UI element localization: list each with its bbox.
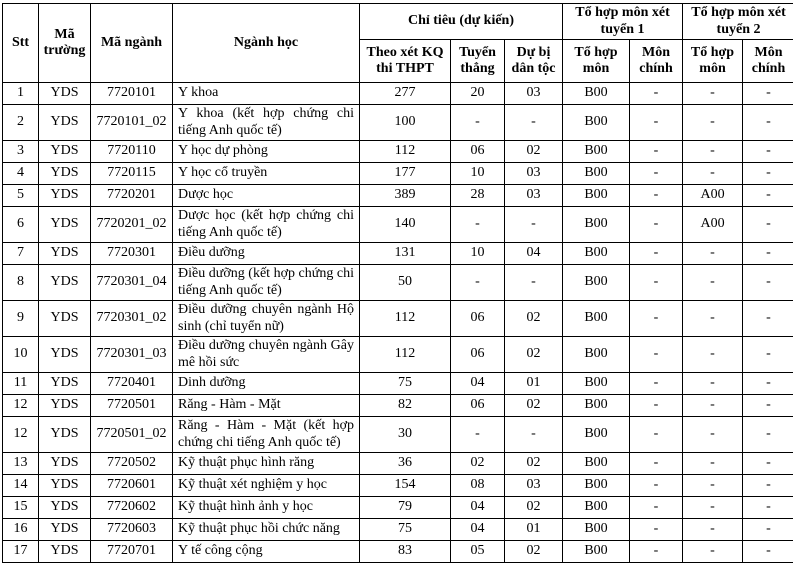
cell-to-hop-mon-2: -	[683, 301, 743, 337]
cell-stt: 12	[3, 417, 39, 453]
cell-to-hop-mon-1: B00	[563, 243, 630, 265]
cell-du-bi-dan-toc: 02	[505, 541, 563, 563]
cell-mon-chinh-1: -	[630, 497, 683, 519]
cell-ma-nganh: 7720101_02	[91, 105, 173, 141]
cell-du-bi-dan-toc: 03	[505, 185, 563, 207]
cell-ma-truong: YDS	[39, 243, 91, 265]
cell-to-hop-mon-1: B00	[563, 163, 630, 185]
table-row	[3, 337, 793, 373]
cell-theo-xet-kq: 100	[360, 105, 451, 141]
cell-du-bi-dan-toc: 02	[505, 497, 563, 519]
cell-mon-chinh-2: -	[743, 185, 793, 207]
cell-mon-chinh-2: -	[743, 519, 793, 541]
cell-tuyen-thang: -	[451, 417, 505, 453]
cell-stt: 17	[3, 541, 39, 563]
cell-stt: 15	[3, 497, 39, 519]
cell-to-hop-mon-1: B00	[563, 475, 630, 497]
cell-mon-chinh-1: -	[630, 141, 683, 163]
cell-theo-xet-kq: 75	[360, 519, 451, 541]
cell-ma-nganh: 7720701	[91, 541, 173, 563]
cell-mon-chinh-1: -	[630, 207, 683, 243]
cell-theo-xet-kq: 50	[360, 265, 451, 301]
cell-du-bi-dan-toc: -	[505, 207, 563, 243]
cell-tuyen-thang: -	[451, 105, 505, 141]
table-row	[3, 301, 793, 337]
cell-mon-chinh-2: -	[743, 105, 793, 141]
cell-tuyen-thang: 06	[451, 337, 505, 373]
cell-ma-nganh: 7720501	[91, 395, 173, 417]
cell-du-bi-dan-toc: 03	[505, 83, 563, 105]
cell-nganh-hoc: Kỹ thuật xét nghiệm y học	[173, 475, 360, 497]
cell-to-hop-mon-2: -	[683, 541, 743, 563]
cell-to-hop-mon-2: -	[683, 395, 743, 417]
cell-ma-nganh: 7720110	[91, 141, 173, 163]
cell-nganh-hoc: Kỹ thuật phục hồi chức năng	[173, 519, 360, 541]
cell-ma-truong: YDS	[39, 541, 91, 563]
cell-theo-xet-kq: 82	[360, 395, 451, 417]
table-row	[3, 185, 793, 207]
cell-mon-chinh-2: -	[743, 453, 793, 475]
table-row	[3, 141, 793, 163]
cell-stt: 6	[3, 207, 39, 243]
cell-ma-nganh: 7720502	[91, 453, 173, 475]
cell-ma-truong: YDS	[39, 519, 91, 541]
cell-to-hop-mon-1: B00	[563, 105, 630, 141]
cell-nganh-hoc: Y tế công cộng	[173, 541, 360, 563]
cell-nganh-hoc: Dược học	[173, 185, 360, 207]
cell-mon-chinh-2: -	[743, 265, 793, 301]
cell-mon-chinh-1: -	[630, 373, 683, 395]
cell-nganh-hoc: Răng - Hàm - Mặt	[173, 395, 360, 417]
cell-to-hop-mon-2: -	[683, 519, 743, 541]
cell-theo-xet-kq: 83	[360, 541, 451, 563]
cell-mon-chinh-2: -	[743, 337, 793, 373]
cell-to-hop-mon-1: B00	[563, 83, 630, 105]
cell-ma-truong: YDS	[39, 453, 91, 475]
cell-stt: 12	[3, 395, 39, 417]
cell-stt: 4	[3, 163, 39, 185]
cell-nganh-hoc: Y khoa	[173, 83, 360, 105]
cell-mon-chinh-2: -	[743, 207, 793, 243]
cell-mon-chinh-2: -	[743, 541, 793, 563]
cell-mon-chinh-2: -	[743, 417, 793, 453]
cell-ma-truong: YDS	[39, 337, 91, 373]
cell-to-hop-mon-1: B00	[563, 301, 630, 337]
cell-du-bi-dan-toc: 03	[505, 475, 563, 497]
header-du-bi-dan-toc: Dự bị dân tộc	[505, 40, 563, 83]
cell-ma-truong: YDS	[39, 301, 91, 337]
table-body	[3, 83, 793, 563]
cell-nganh-hoc: Điều dưỡng (kết hợp chứng chi tiếng Anh quốc tế)	[173, 265, 360, 301]
header-stt: Stt	[3, 4, 39, 83]
cell-mon-chinh-2: -	[743, 373, 793, 395]
cell-stt: 13	[3, 453, 39, 475]
cell-to-hop-mon-2: -	[683, 105, 743, 141]
cell-du-bi-dan-toc: -	[505, 417, 563, 453]
cell-to-hop-mon-2: -	[683, 265, 743, 301]
cell-ma-truong: YDS	[39, 141, 91, 163]
header-chi-tieu-group: Chỉ tiêu (dự kiến)	[360, 4, 563, 40]
cell-theo-xet-kq: 389	[360, 185, 451, 207]
cell-mon-chinh-1: -	[630, 185, 683, 207]
cell-to-hop-mon-2: -	[683, 163, 743, 185]
cell-theo-xet-kq: 177	[360, 163, 451, 185]
cell-to-hop-mon-1: B00	[563, 519, 630, 541]
cell-to-hop-mon-1: B00	[563, 141, 630, 163]
cell-to-hop-mon-2: A00	[683, 207, 743, 243]
cell-to-hop-mon-1: B00	[563, 185, 630, 207]
cell-mon-chinh-1: -	[630, 395, 683, 417]
cell-theo-xet-kq: 131	[360, 243, 451, 265]
cell-nganh-hoc: Dược học (kết hợp chứng chi tiếng Anh quốc tế)	[173, 207, 360, 243]
table-row	[3, 541, 793, 563]
table-row	[3, 83, 793, 105]
table-row	[3, 453, 793, 475]
cell-du-bi-dan-toc: 01	[505, 373, 563, 395]
cell-tuyen-thang: -	[451, 207, 505, 243]
cell-ma-truong: YDS	[39, 265, 91, 301]
cell-ma-truong: YDS	[39, 163, 91, 185]
header-theo-xet-kq: Theo xét KQ thi THPT	[360, 40, 451, 83]
cell-ma-nganh: 7720301_04	[91, 265, 173, 301]
cell-nganh-hoc: Kỹ thuật hình ảnh y học	[173, 497, 360, 519]
table-row	[3, 265, 793, 301]
cell-theo-xet-kq: 112	[360, 141, 451, 163]
cell-mon-chinh-1: -	[630, 163, 683, 185]
cell-du-bi-dan-toc: -	[505, 265, 563, 301]
cell-mon-chinh-2: -	[743, 83, 793, 105]
table-row	[3, 105, 793, 141]
cell-theo-xet-kq: 75	[360, 373, 451, 395]
cell-stt: 14	[3, 475, 39, 497]
cell-stt: 7	[3, 243, 39, 265]
cell-du-bi-dan-toc: -	[505, 105, 563, 141]
table-row	[3, 395, 793, 417]
table-row	[3, 207, 793, 243]
cell-du-bi-dan-toc: 03	[505, 163, 563, 185]
cell-tuyen-thang: 08	[451, 475, 505, 497]
cell-du-bi-dan-toc: 02	[505, 141, 563, 163]
cell-to-hop-mon-2: -	[683, 141, 743, 163]
cell-nganh-hoc: Y học dự phòng	[173, 141, 360, 163]
cell-ma-truong: YDS	[39, 207, 91, 243]
cell-tuyen-thang: 05	[451, 541, 505, 563]
cell-tuyen-thang: 28	[451, 185, 505, 207]
cell-ma-truong: YDS	[39, 497, 91, 519]
cell-stt: 16	[3, 519, 39, 541]
cell-mon-chinh-2: -	[743, 243, 793, 265]
cell-ma-nganh: 7720115	[91, 163, 173, 185]
cell-theo-xet-kq: 112	[360, 337, 451, 373]
cell-to-hop-mon-1: B00	[563, 207, 630, 243]
cell-nganh-hoc: Điều dưỡng chuyên ngành Gây mê hồi sức	[173, 337, 360, 373]
cell-stt: 5	[3, 185, 39, 207]
cell-tuyen-thang: 04	[451, 519, 505, 541]
cell-du-bi-dan-toc: 02	[505, 301, 563, 337]
cell-to-hop-mon-1: B00	[563, 395, 630, 417]
header-to-hop-group-2: Tổ hợp môn xét tuyển 2	[683, 4, 793, 40]
cell-stt: 1	[3, 83, 39, 105]
cell-to-hop-mon-1: B00	[563, 541, 630, 563]
cell-stt: 2	[3, 105, 39, 141]
cell-to-hop-mon-1: B00	[563, 265, 630, 301]
cell-tuyen-thang: 04	[451, 497, 505, 519]
cell-nganh-hoc: Răng - Hàm - Mặt (kết hợp chứng chi tiếng Anh quốc tế)	[173, 417, 360, 453]
cell-nganh-hoc: Y học cổ truyền	[173, 163, 360, 185]
cell-ma-truong: YDS	[39, 417, 91, 453]
header-ma-nganh: Mã ngành	[91, 4, 173, 83]
cell-ma-nganh: 7720401	[91, 373, 173, 395]
cell-to-hop-mon-2: -	[683, 83, 743, 105]
table-row	[3, 475, 793, 497]
cell-mon-chinh-1: -	[630, 301, 683, 337]
cell-ma-truong: YDS	[39, 373, 91, 395]
header-ma-truong: Mã trường	[39, 4, 91, 83]
cell-stt: 11	[3, 373, 39, 395]
cell-mon-chinh-2: -	[743, 475, 793, 497]
cell-nganh-hoc: Điều dưỡng	[173, 243, 360, 265]
cell-ma-nganh: 7720201	[91, 185, 173, 207]
cell-to-hop-mon-1: B00	[563, 373, 630, 395]
cell-mon-chinh-1: -	[630, 519, 683, 541]
cell-ma-truong: YDS	[39, 475, 91, 497]
cell-ma-truong: YDS	[39, 83, 91, 105]
header-mon-chinh-1: Môn chính	[630, 40, 683, 83]
table-row	[3, 519, 793, 541]
cell-to-hop-mon-2: -	[683, 373, 743, 395]
cell-mon-chinh-1: -	[630, 243, 683, 265]
header-nganh-hoc: Ngành học	[173, 4, 360, 83]
cell-mon-chinh-2: -	[743, 395, 793, 417]
cell-to-hop-mon-2: A00	[683, 185, 743, 207]
cell-tuyen-thang: -	[451, 265, 505, 301]
cell-to-hop-mon-1: B00	[563, 417, 630, 453]
cell-ma-nganh: 7720301	[91, 243, 173, 265]
cell-mon-chinh-2: -	[743, 301, 793, 337]
cell-du-bi-dan-toc: 02	[505, 395, 563, 417]
header-to-hop-mon-1: Tổ hợp môn	[563, 40, 630, 83]
cell-to-hop-mon-2: -	[683, 497, 743, 519]
cell-stt: 8	[3, 265, 39, 301]
table-row	[3, 373, 793, 395]
cell-to-hop-mon-2: -	[683, 337, 743, 373]
cell-ma-nganh: 7720301_02	[91, 301, 173, 337]
cell-ma-truong: YDS	[39, 395, 91, 417]
cell-theo-xet-kq: 112	[360, 301, 451, 337]
cell-nganh-hoc: Điều dưỡng chuyên ngành Hộ sinh (chỉ tuyển nữ)	[173, 301, 360, 337]
cell-tuyen-thang: 06	[451, 301, 505, 337]
cell-to-hop-mon-1: B00	[563, 453, 630, 475]
table-row	[3, 243, 793, 265]
cell-theo-xet-kq: 79	[360, 497, 451, 519]
cell-theo-xet-kq: 140	[360, 207, 451, 243]
cell-to-hop-mon-2: -	[683, 243, 743, 265]
cell-mon-chinh-1: -	[630, 337, 683, 373]
cell-mon-chinh-2: -	[743, 163, 793, 185]
cell-ma-nganh: 7720601	[91, 475, 173, 497]
cell-nganh-hoc: Dinh dưỡng	[173, 373, 360, 395]
cell-mon-chinh-1: -	[630, 105, 683, 141]
cell-ma-nganh: 7720501_02	[91, 417, 173, 453]
cell-tuyen-thang: 10	[451, 243, 505, 265]
cell-ma-nganh: 7720602	[91, 497, 173, 519]
cell-mon-chinh-1: -	[630, 453, 683, 475]
cell-mon-chinh-1: -	[630, 417, 683, 453]
header-group-row	[3, 4, 793, 40]
cell-stt: 10	[3, 337, 39, 373]
admission-quota-table	[2, 3, 793, 563]
header-tuyen-thang: Tuyển thẳng	[451, 40, 505, 83]
cell-tuyen-thang: 20	[451, 83, 505, 105]
cell-to-hop-mon-2: -	[683, 417, 743, 453]
cell-to-hop-mon-2: -	[683, 453, 743, 475]
table-row	[3, 163, 793, 185]
cell-tuyen-thang: 02	[451, 453, 505, 475]
cell-ma-nganh: 7720301_03	[91, 337, 173, 373]
cell-mon-chinh-1: -	[630, 541, 683, 563]
cell-du-bi-dan-toc: 02	[505, 337, 563, 373]
cell-to-hop-mon-2: -	[683, 475, 743, 497]
cell-nganh-hoc: Y khoa (kết hợp chứng chi tiếng Anh quốc tế)	[173, 105, 360, 141]
cell-stt: 3	[3, 141, 39, 163]
cell-theo-xet-kq: 36	[360, 453, 451, 475]
cell-theo-xet-kq: 154	[360, 475, 451, 497]
header-to-hop-mon-2: Tổ hợp môn	[683, 40, 743, 83]
cell-du-bi-dan-toc: 01	[505, 519, 563, 541]
cell-du-bi-dan-toc: 04	[505, 243, 563, 265]
cell-tuyen-thang: 06	[451, 141, 505, 163]
cell-mon-chinh-1: -	[630, 265, 683, 301]
cell-theo-xet-kq: 277	[360, 83, 451, 105]
cell-stt: 9	[3, 301, 39, 337]
cell-ma-nganh: 7720603	[91, 519, 173, 541]
cell-ma-nganh: 7720201_02	[91, 207, 173, 243]
cell-ma-nganh: 7720101	[91, 83, 173, 105]
table-row	[3, 417, 793, 453]
cell-ma-truong: YDS	[39, 105, 91, 141]
cell-mon-chinh-2: -	[743, 497, 793, 519]
cell-mon-chinh-2: -	[743, 141, 793, 163]
header-mon-chinh-2: Môn chính	[743, 40, 793, 83]
cell-du-bi-dan-toc: 02	[505, 453, 563, 475]
cell-nganh-hoc: Kỹ thuật phục hình răng	[173, 453, 360, 475]
cell-tuyen-thang: 06	[451, 395, 505, 417]
header-to-hop-group-1: Tổ hợp môn xét tuyển 1	[563, 4, 683, 40]
cell-tuyen-thang: 04	[451, 373, 505, 395]
cell-mon-chinh-1: -	[630, 475, 683, 497]
table-header	[3, 4, 793, 83]
cell-to-hop-mon-1: B00	[563, 337, 630, 373]
table-row	[3, 497, 793, 519]
cell-mon-chinh-1: -	[630, 83, 683, 105]
cell-to-hop-mon-1: B00	[563, 497, 630, 519]
cell-ma-truong: YDS	[39, 185, 91, 207]
cell-tuyen-thang: 10	[451, 163, 505, 185]
cell-theo-xet-kq: 30	[360, 417, 451, 453]
